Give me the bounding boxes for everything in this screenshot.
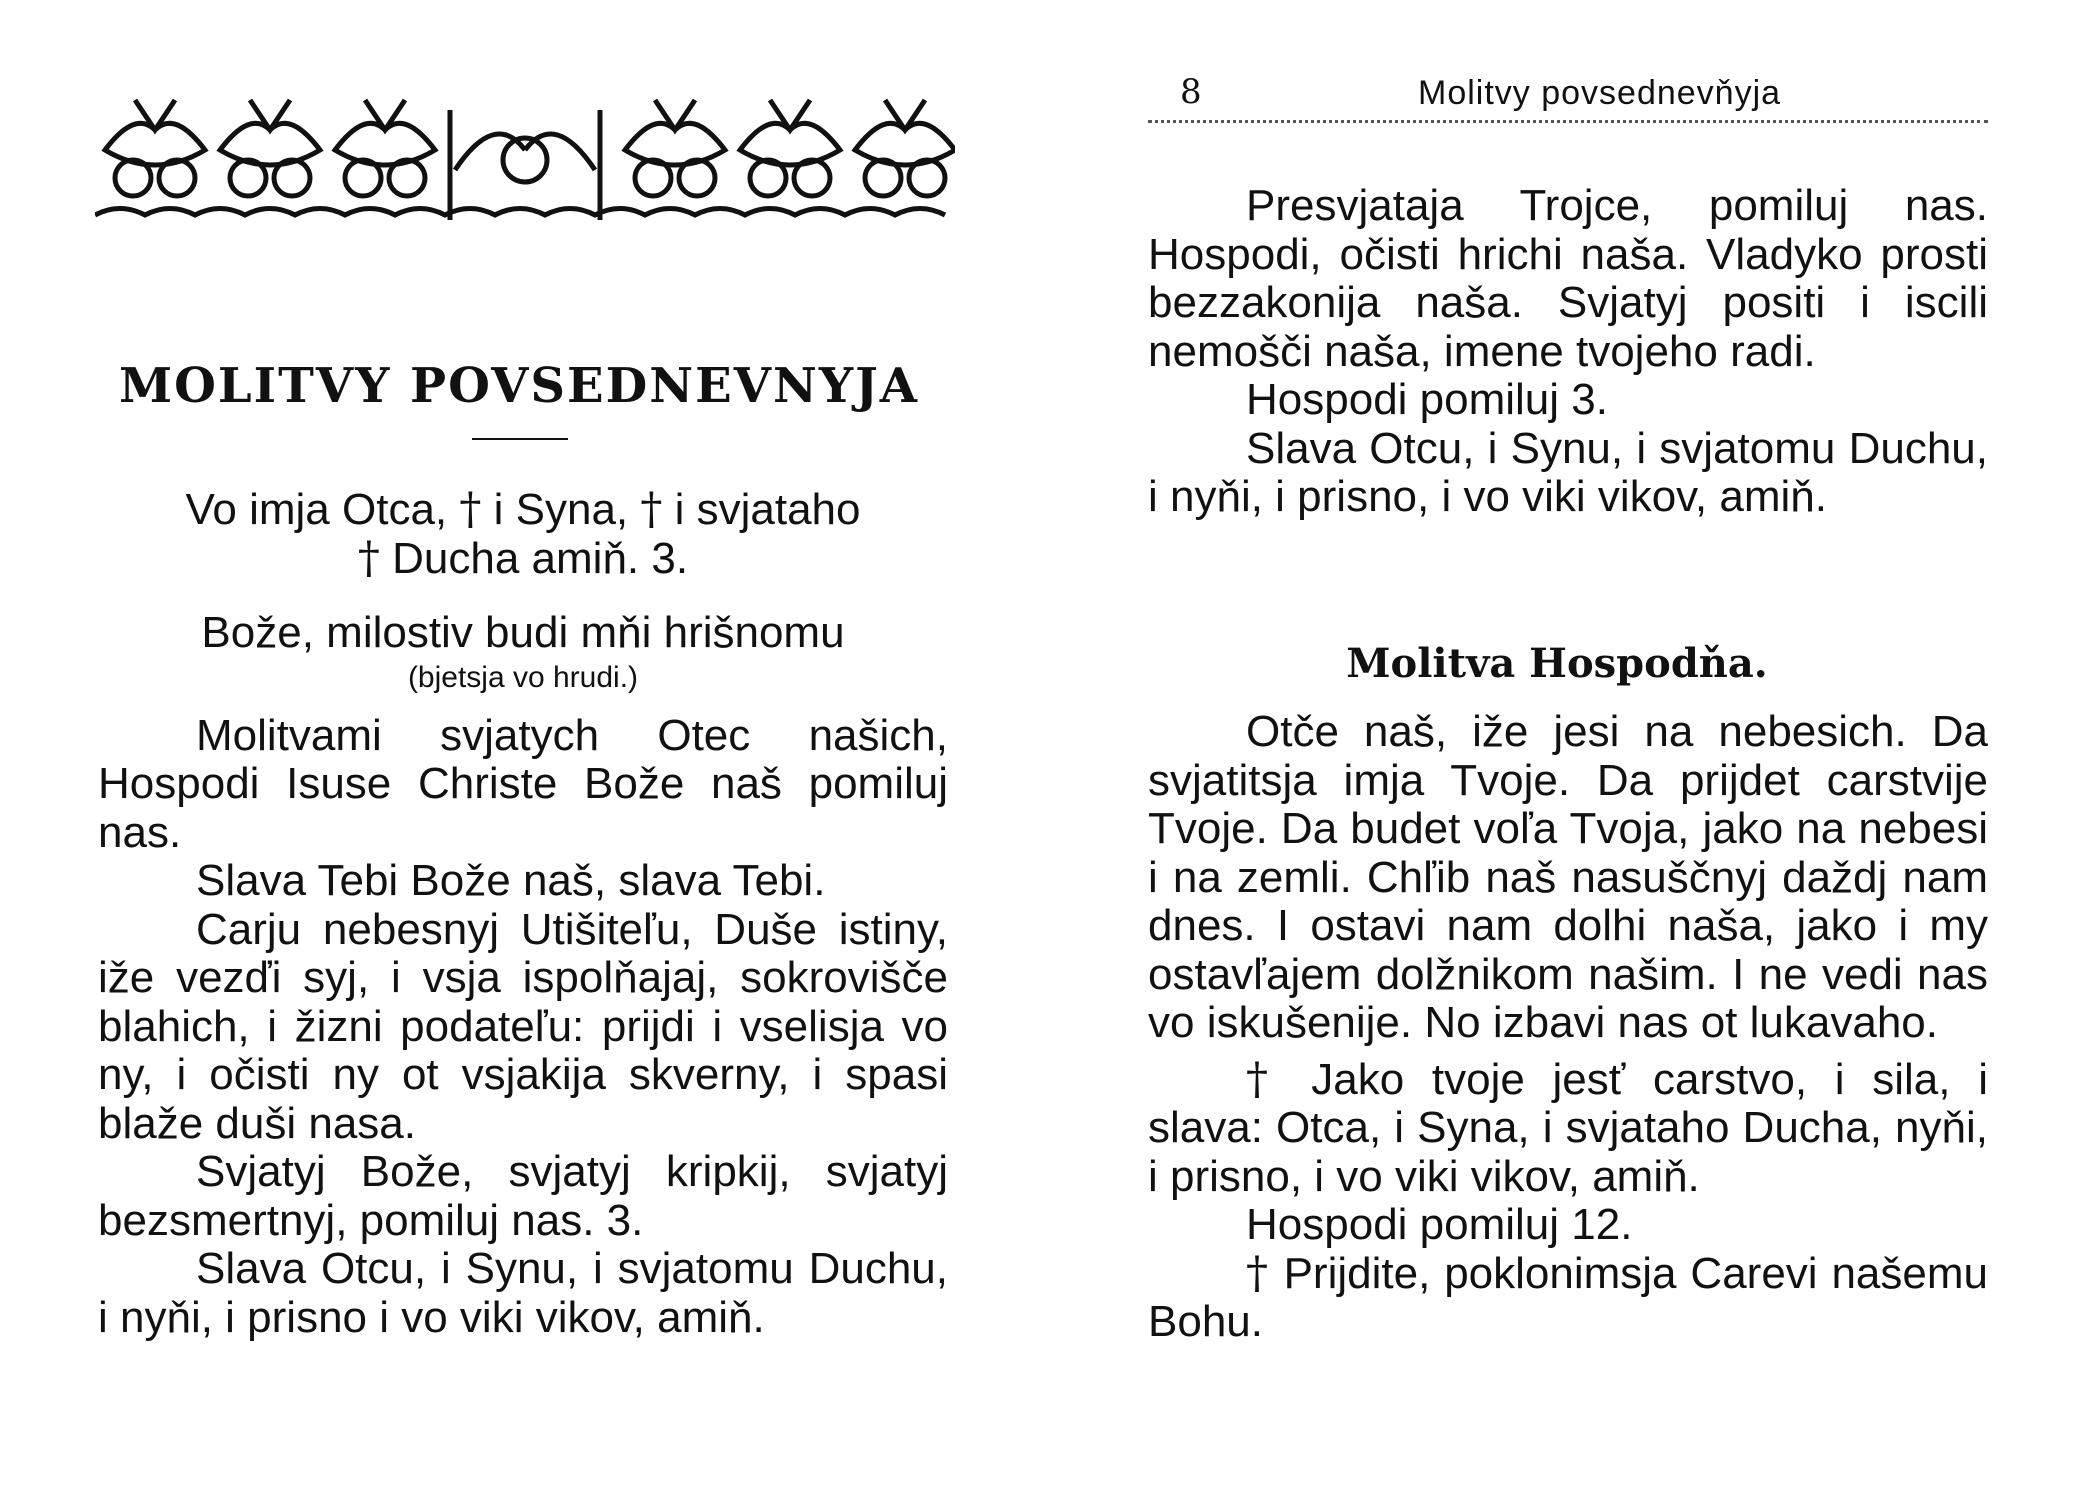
otce-nas-paragraph: Otče naš, iže jesi na nebesich. Da svjatitsja imja Tvoje. Da prijdet carstvije Tvoje. Da budet voľa Tvoja, jako na nebesi i na zemli. Chľib naš nasuščnyj daždj nam dnes. I ostavi nam dolhi naša, jako i my ostavľajem dolžnikom našim. I ne vedi nas vo iskušenije. No izbavi nas ot lukavaho.	[1148, 707, 1988, 1047]
jako-tvoje-paragraph: † Jako tvoje jesť carstvo, i sila, i slava: Otca, i Syna, i svjataho Ducha, nyňi, i prisno, i vo viki vikov, amiň.	[1148, 1053, 1988, 1201]
cross-icon: †	[357, 532, 380, 584]
slava-tebi-paragraph: Slava Tebi Bože naš, slava Tebi.	[196, 856, 826, 905]
page-number: 8	[1180, 72, 1202, 112]
presvjataja-paragraph: Presvjataja Trojce, pomiluj nas. Hospodi, očisti hrichi naša. Vladyko prosti bezzakonija naša. Svjatyj positi i iscili nemošči naša, imene tvojeho radi.	[1148, 181, 1988, 376]
running-head	[1148, 72, 1988, 123]
page-title: MOLITVY POVSEDNEVNYJA	[118, 358, 920, 414]
slava-otcu-paragraph: Slava Otcu, i Synu, i svjatomu Duchu, i nyňi, i prisno i vo viki vikov, amiň.	[98, 1244, 948, 1342]
left-body-text	[98, 486, 948, 1342]
right-body-bottom	[1148, 708, 1988, 1347]
section-title: Molitva Hospodňa.	[1346, 640, 1768, 687]
prijdite-paragraph: † Prijdite, poklonimsja Carevi našemu Bohu.	[1148, 1247, 1988, 1346]
cross-icon: †	[1246, 1053, 1284, 1105]
header-ornament	[95, 90, 955, 220]
slava-otcu-paragraph: Slava Otcu, i Synu, i svjatomu Duchu, i nyňi, i prisno, i vo viki vikov, amiň.	[1148, 423, 1988, 521]
cross-icon: †	[1246, 1247, 1270, 1299]
boze-milostiv: Bože, milostiv budi mňi hrišnomu	[201, 608, 845, 657]
angel-wings-flourish-icon	[95, 90, 955, 220]
title-divider	[472, 438, 568, 440]
running-head-title: Molitvy povsednevňyja	[1418, 74, 1782, 112]
molitvami-paragraph: Molitvami svjatych Otec našich, Hospodi Isuse Christe Bože naš pomiluj nas.	[98, 710, 948, 857]
right-page	[1038, 0, 2076, 1500]
invocation: Vo imja Otca, † i Syna, † i svjataho † Ducha amiň. 3.	[185, 484, 861, 584]
cross-icon: †	[459, 484, 482, 535]
hospodi-3-paragraph: Hospodi pomiluj 3.	[1246, 375, 1608, 424]
hospodi-12-paragraph: Hospodi pomiluj 12.	[1246, 1200, 1633, 1249]
right-body-top	[1148, 182, 1988, 522]
svjatyj-paragraph: Svjatyj Bože, svjatyj kripkij, svjatyj bezsmertnyj, pomiluj nas. 3.	[98, 1147, 948, 1245]
cross-icon: †	[640, 484, 663, 535]
boze-note: (bjetsja vo hrudi.)	[407, 660, 639, 694]
carju-paragraph: Carju nebesnyj Utišiteľu, Duše istiny, iže vezďi syj, i vsja ispolňajaj, sokrovišče blahich, i žizni podateľu: prijdi i vselisja vo ny, i očisti ny ot vsjakija skverny, i spasi blaže duši nasa.	[98, 904, 948, 1148]
